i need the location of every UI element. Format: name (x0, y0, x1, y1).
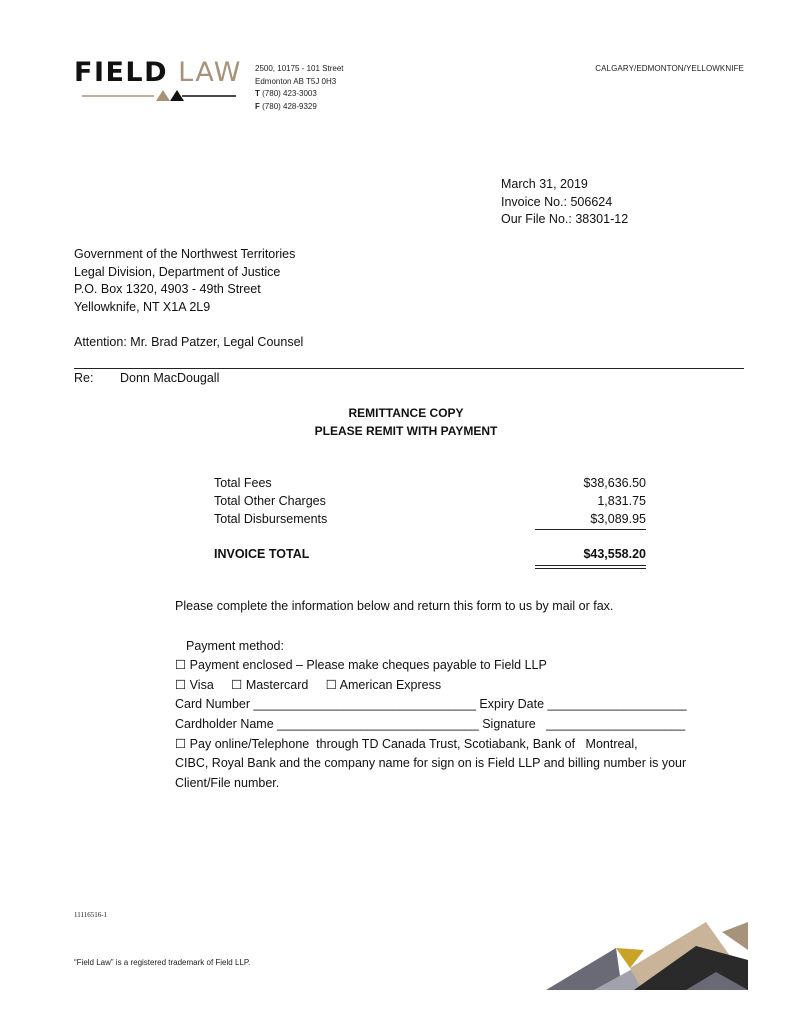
total-other-charges-amount: 1,831.75 (597, 494, 646, 508)
instructions-text: Please complete the information below and return this form to us by mail or fax. (175, 599, 614, 613)
recipient-line: Legal Division, Department of Justice (74, 264, 281, 279)
remittance-title: REMITTANCE COPY (348, 406, 464, 420)
logo-law-text: LAW (178, 57, 243, 88)
re-value: Donn MacDougall (120, 371, 220, 385)
firm-address (255, 63, 344, 113)
payment-method-title: Payment method: (186, 639, 284, 653)
total-disbursements-label: Total Disbursements (214, 512, 328, 526)
double-underline-top (535, 565, 646, 566)
pay-online-text-2: CIBC, Royal Bank and the company name for sign on is Field LLP and billing number is your (175, 756, 687, 770)
trademark-notice: “Field Law” is a registered trademark of Field LLP. (74, 958, 251, 967)
payment-enclosed-option: ☐ Payment enclosed – Please make cheques payable to Field LLP (175, 658, 547, 672)
file-number: Our File No.: 38301-12 (501, 212, 629, 226)
remit-subtitle: PLEASE REMIT WITH PAYMENT (314, 424, 498, 438)
invoice-total-amount: $43,558.20 (583, 547, 646, 561)
card-number-expiry-line: Card Number ________________________________ Expiry Date ____________________ (175, 697, 687, 711)
total-disbursements-amount: $3,089.95 (535, 511, 646, 530)
logo-field-text: FIELD (74, 57, 169, 88)
card-type-options: ☐ Visa ☐ Mastercard ☐ American Express (175, 678, 442, 692)
corner-triangles-graphic-icon (546, 920, 748, 992)
re-label: Re: (74, 371, 94, 385)
divider-rule (74, 368, 744, 369)
recipient-line: Government of the Northwest Territories (74, 247, 296, 261)
invoice-number: Invoice No.: 506624 (501, 194, 613, 209)
recipient-line: P.O. Box 1320, 4903 - 49th Street (74, 282, 261, 296)
pay-online-option: ☐ Pay online/Telephone through TD Canada Trust, Scotiabank, Bank of Montreal, (175, 737, 638, 751)
total-other-charges-label: Total Other Charges (214, 494, 326, 508)
phone-number: (780) 423-3003 (262, 89, 317, 98)
document-code: 11116516-1 (74, 911, 108, 919)
invoice-total-label: INVOICE TOTAL (214, 547, 310, 561)
attention-line: Attention: Mr. Brad Patzer, Legal Counsel (74, 335, 304, 349)
recipient-address (74, 246, 295, 316)
fax-line (255, 101, 344, 114)
address-line-2: Edmonton AB T5J 0H3 (255, 76, 337, 86)
phone-prefix: T (255, 89, 260, 98)
phone-line (255, 88, 344, 101)
recipient-line: Yellowknife, NT X1A 2L9 (74, 299, 211, 314)
invoice-date: March 31, 2019 (501, 177, 588, 191)
logo (74, 58, 242, 88)
pay-online-text-3: Client/File number. (175, 776, 280, 790)
invoice-meta (501, 176, 628, 229)
fax-prefix: F (255, 101, 260, 111)
total-fees-label: Total Fees (214, 476, 272, 490)
logo-triangle-mark-icon (82, 89, 236, 101)
cardholder-signature-line: Cardholder Name _____________________________ Signature ____________________ (175, 717, 686, 731)
double-underline-bottom (535, 568, 646, 569)
total-fees-amount: $38,636.50 (583, 476, 646, 490)
fax-number: (780) 428-9329 (262, 101, 317, 111)
address-line-1: 2500, 10175 - 101 Street (255, 64, 344, 73)
office-cities: CALGARY/EDMONTON/YELLOWKNIFE (595, 64, 744, 73)
